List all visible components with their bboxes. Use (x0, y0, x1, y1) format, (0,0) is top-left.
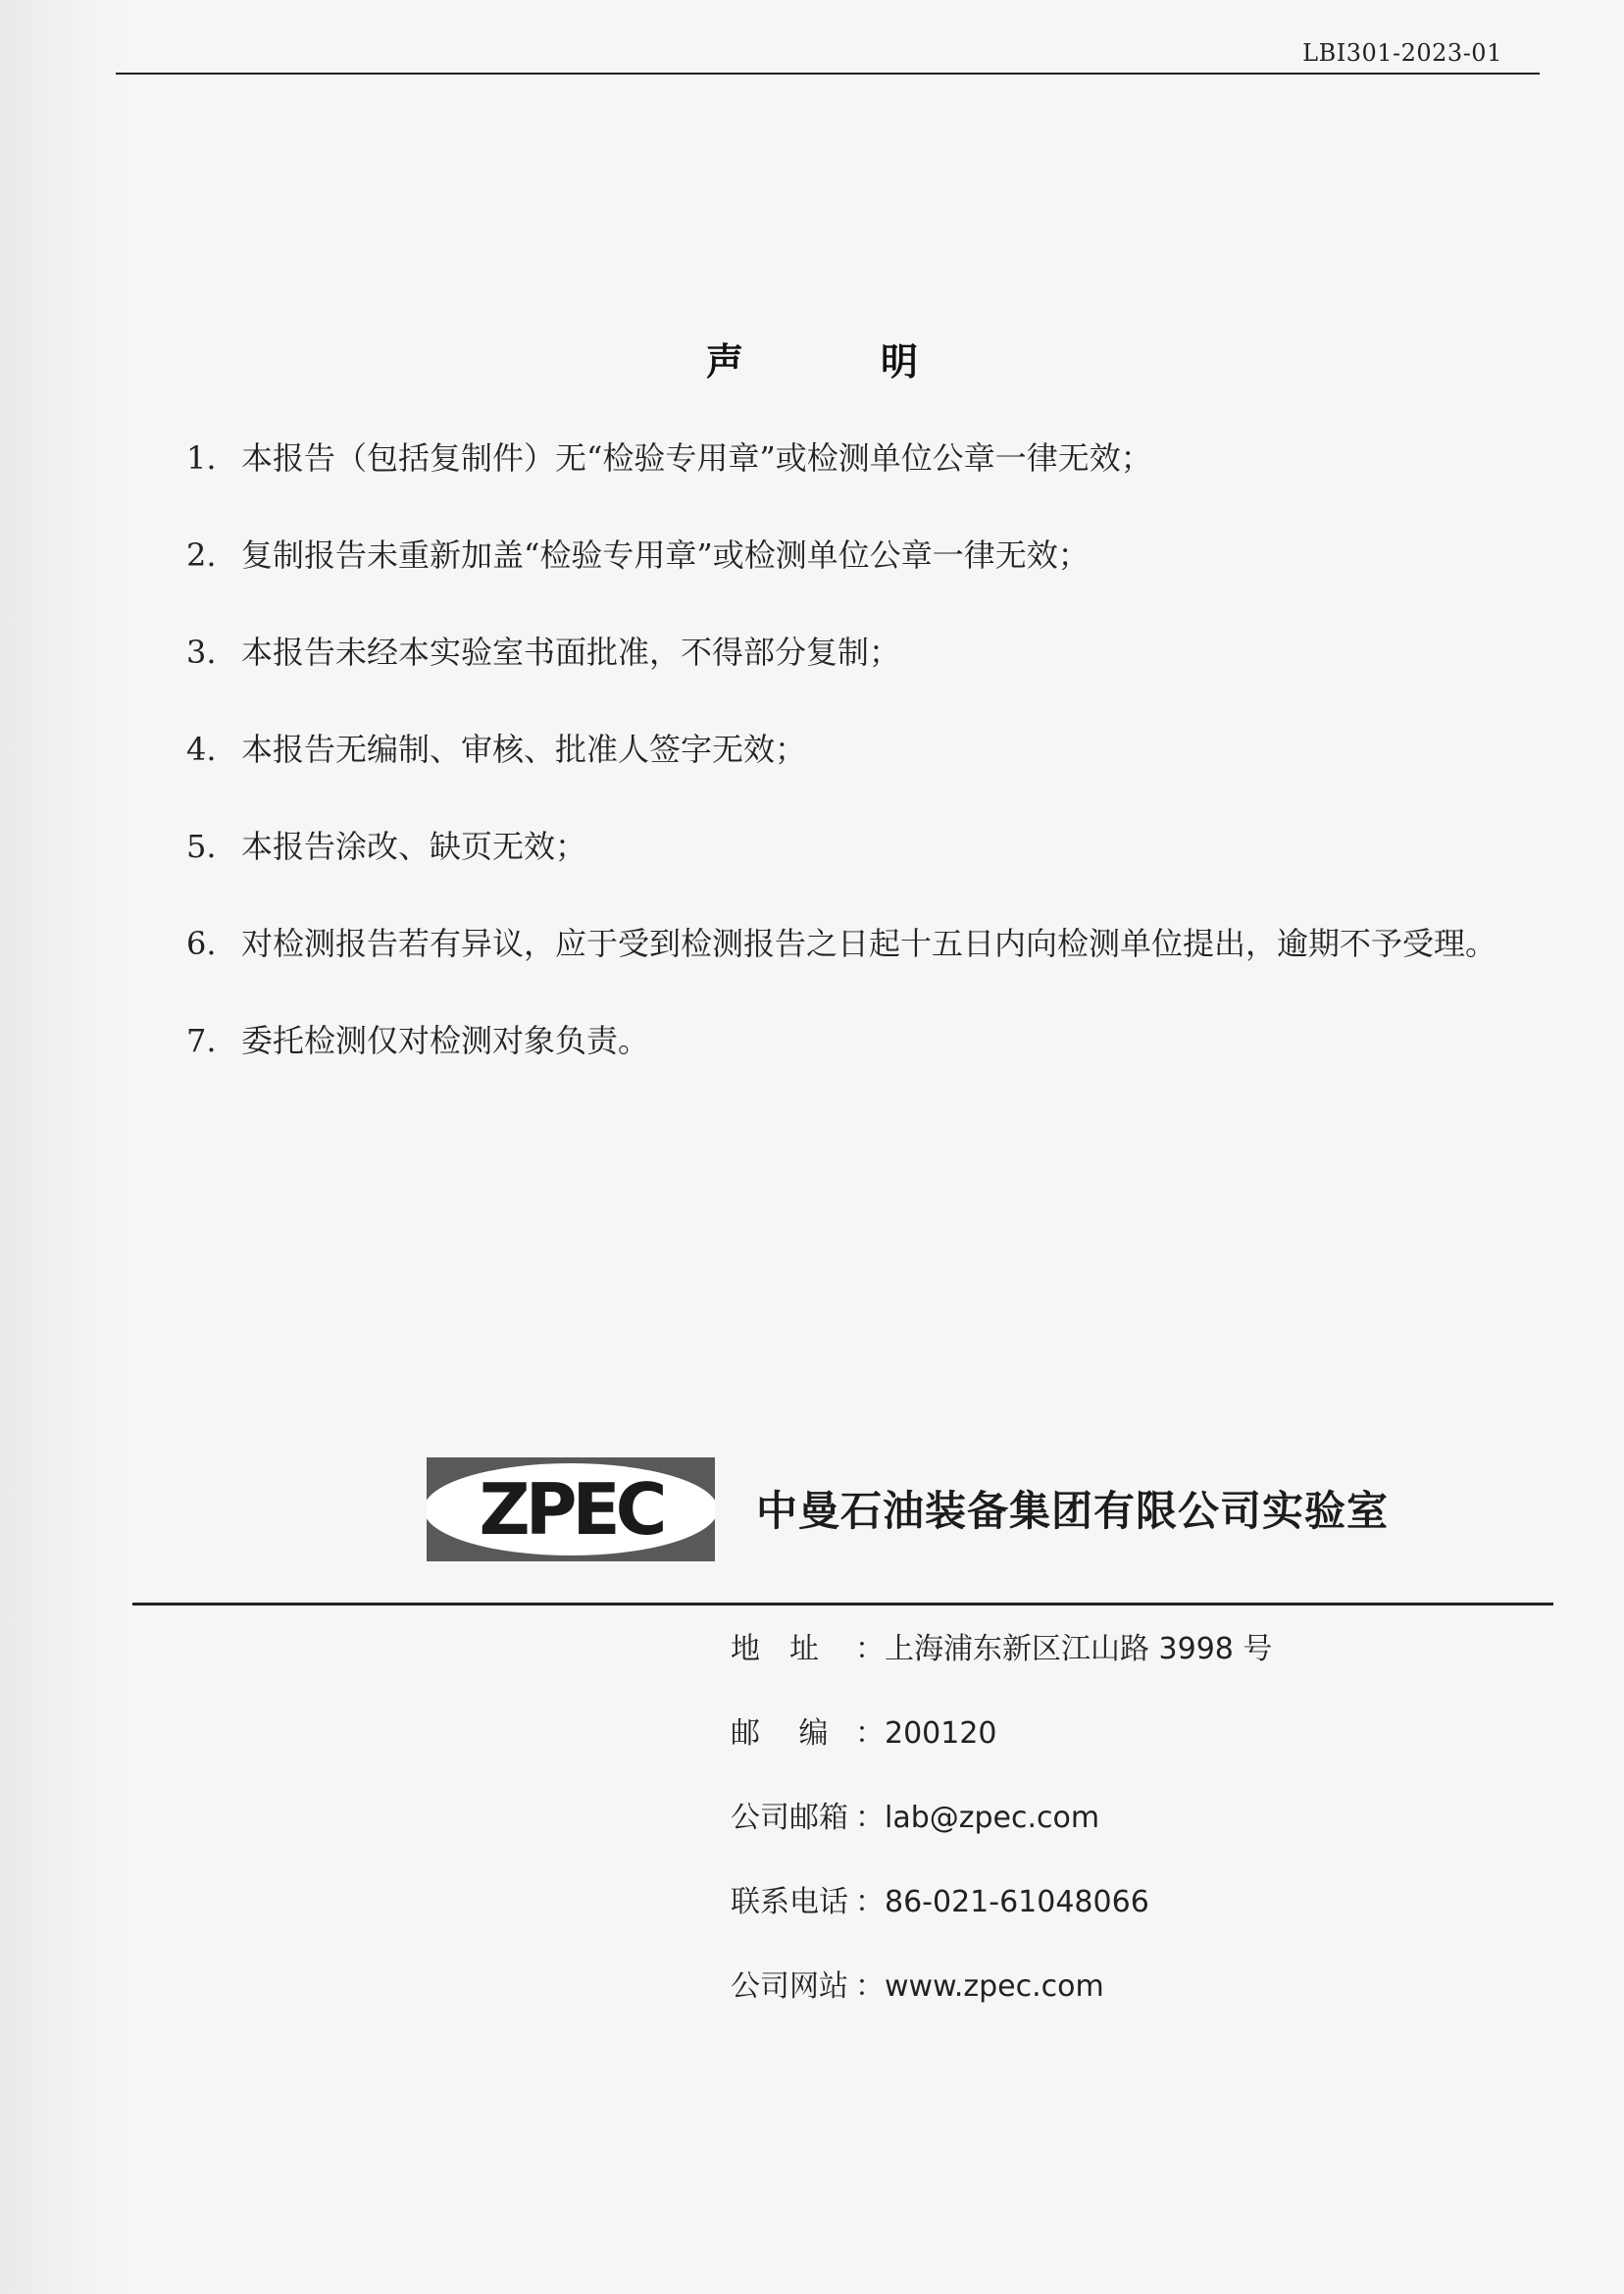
page-title (0, 331, 1624, 385)
statement-list (186, 436, 1579, 1116)
contact-address (731, 1628, 1272, 1712)
item-number: 7. (186, 1022, 217, 1059)
item-number: 6. (186, 925, 217, 962)
contact-phone (731, 1881, 1272, 1965)
statement-item (186, 728, 1579, 825)
item-text: 对检测报告若有异议，应于受到检测报告之日起十五日内向检测单位提出，逾期不予受理。 (241, 925, 1497, 962)
statement-item (186, 631, 1579, 728)
contact-separator: ： (855, 1969, 885, 2004)
statement-item (186, 1019, 1579, 1116)
contact-value: lab@zpec.com (885, 1801, 1100, 1835)
company-branding (427, 1457, 1407, 1565)
footer-rule (132, 1603, 1553, 1606)
contact-postcode (731, 1712, 1272, 1797)
contact-label: 公司网站 (731, 1969, 848, 2004)
company-name: 中曼石油装备集团有限公司实验室 (756, 1487, 1390, 1535)
contact-label: 公司邮箱 (731, 1801, 848, 1835)
statement-item (186, 825, 1579, 922)
item-number: 1. (186, 439, 217, 477)
contact-separator: ： (855, 1885, 885, 1919)
contact-separator: ： (855, 1632, 885, 1666)
contact-separator: ： (855, 1801, 885, 1835)
zpec-logo (427, 1457, 715, 1561)
contact-value: www.zpec.com (885, 1969, 1104, 2004)
item-text: 委托检测仅对检测对象负责。 (241, 1022, 650, 1059)
document-code: LBI301-2023-01 (1302, 39, 1502, 67)
item-text: 本报告未经本实验室书面批准，不得部分复制； (241, 634, 901, 671)
contact-website (731, 1965, 1272, 2050)
contact-email (731, 1797, 1272, 1881)
statement-item (186, 436, 1579, 534)
contact-info (731, 1628, 1272, 2050)
item-number: 4. (186, 731, 217, 768)
contact-separator: ： (855, 1716, 885, 1751)
contact-value: 上海浦东新区江山路 3998 号 (885, 1632, 1273, 1666)
title-char-1: 声 (705, 340, 743, 383)
item-text: 本报告涂改、缺页无效； (241, 828, 587, 865)
contact-label: 联系电话 (731, 1885, 848, 1919)
item-number: 3. (186, 634, 217, 671)
logo-mark-text: ZPEC (479, 1468, 663, 1551)
item-number: 2. (186, 536, 217, 574)
contact-value: 200120 (885, 1716, 997, 1751)
contact-label: 邮 编 (731, 1716, 829, 1751)
item-text: 本报告无编制、审核、批准人签字无效； (241, 731, 807, 768)
header-rule (116, 73, 1540, 75)
item-text: 复制报告未重新加盖“检验专用章”或检测单位公章一律无效； (241, 536, 1090, 574)
item-number: 5. (186, 828, 217, 865)
statement-item (186, 922, 1579, 1019)
contact-label: 地 址 (731, 1632, 819, 1666)
title-char-2: 明 (881, 340, 919, 383)
statement-item (186, 534, 1579, 631)
contact-value: 86-021-61048066 (885, 1885, 1149, 1919)
item-text: 本报告（包括复制件）无“检验专用章”或检测单位公章一律无效； (241, 439, 1152, 477)
